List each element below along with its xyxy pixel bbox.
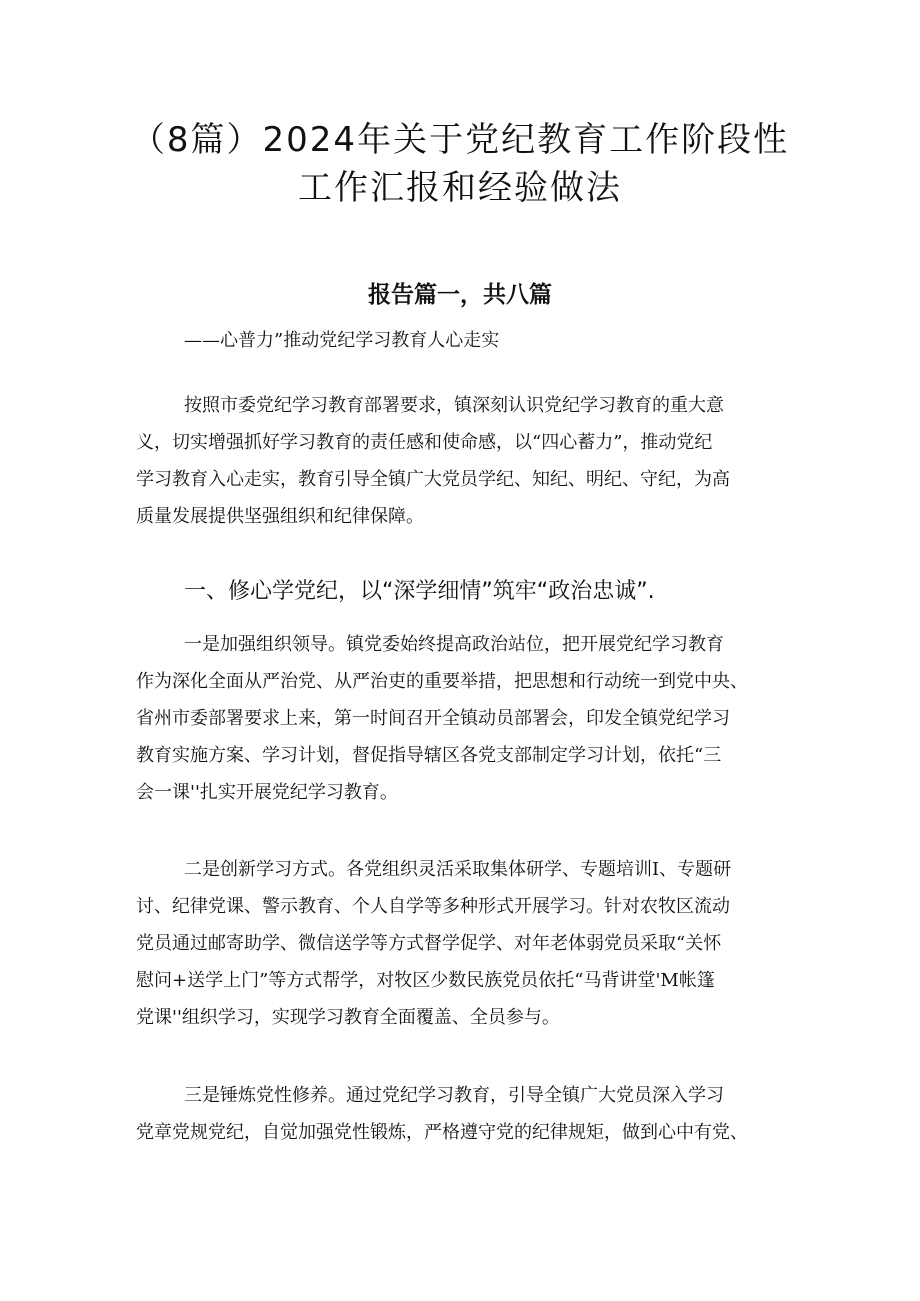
paragraph-line: 作为深化全面从严治党、从严治吏的重要举措，把思想和行动统一到党中央、 xyxy=(136,671,748,692)
tagline: ——心普力”推动党纪学习教育人心走实 xyxy=(184,330,500,351)
paragraph-line: 学习教育入心走实，教育引导全镇广大党员学纪、知纪、明纪、守纪，为高 xyxy=(136,469,730,490)
paragraph-line: 省州市委部署要求上来，第一时间召开全镇动员部署会，印发全镇党纪学习 xyxy=(136,708,730,729)
intro-paragraph xyxy=(136,387,791,535)
paragraph-line: 按照市委党纪学习教育部署要求，镇深刻认识党纪学习教育的重大意 xyxy=(184,395,724,416)
paragraph-party-spirit xyxy=(136,1077,791,1151)
paragraph-line: 三是锤炼党性修养。通过党纪学习教育，引导全镇广大党员深入学习 xyxy=(184,1085,724,1106)
paragraph-line: 一是加强组织领导。镇党委始终提高政治站位，把开展党纪学习教育 xyxy=(184,634,724,655)
document-title-line-2: 工作汇报和经验做法 xyxy=(298,168,622,208)
section-title: 报告篇一，共八篇 xyxy=(368,282,552,308)
paragraph-line: 质量发展提供坚强组织和纪律保障。 xyxy=(136,506,424,527)
paragraph-line: 二是创新学习方式。各党组织灵活采取集体研学、专题培训I、专题研 xyxy=(184,859,732,880)
paragraph-line: 教育实施方案、学习计划，督促指导辖区各党支部制定学习计划，依托“三 xyxy=(136,745,722,766)
paragraph-line: 党员通过邮寄助学、微信送学等方式督学促学、对年老体弱党员采取“关怀 xyxy=(136,933,722,954)
paragraph-line: 慰问+送学上门”等方式帮学，对牧区少数民族党员依托“马背讲堂'M帐篷 xyxy=(136,970,715,991)
document-title-line-1: （8篇）2024年关于党纪教育工作阶段性 xyxy=(130,120,790,160)
paragraph-line: 党课''组织学习，实现学习教育全面覆盖、全员参与。 xyxy=(136,1007,560,1028)
paragraph-line: 讨、纪律党课、警示教育、个人自学等多种形式开展学习。针对农牧区流动 xyxy=(136,896,730,917)
paragraph-line: 党章党规党纪，自觉加强党性锻炼，严格遵守党的纪律规矩，做到心中有党、 xyxy=(136,1122,748,1143)
paragraph-study-methods xyxy=(136,851,791,1036)
paragraph-line: 会一课''扎实开展党纪学习教育。 xyxy=(136,782,398,803)
paragraph-line: 义，切实增强抓好学习教育的责任感和使命感，以“四心蓄力”，推动党纪 xyxy=(136,432,713,453)
section-heading: 一、修心学党纪，以“深学细情”筑牢“政治忠诚”. xyxy=(184,579,655,604)
paragraph-organization xyxy=(136,626,791,811)
